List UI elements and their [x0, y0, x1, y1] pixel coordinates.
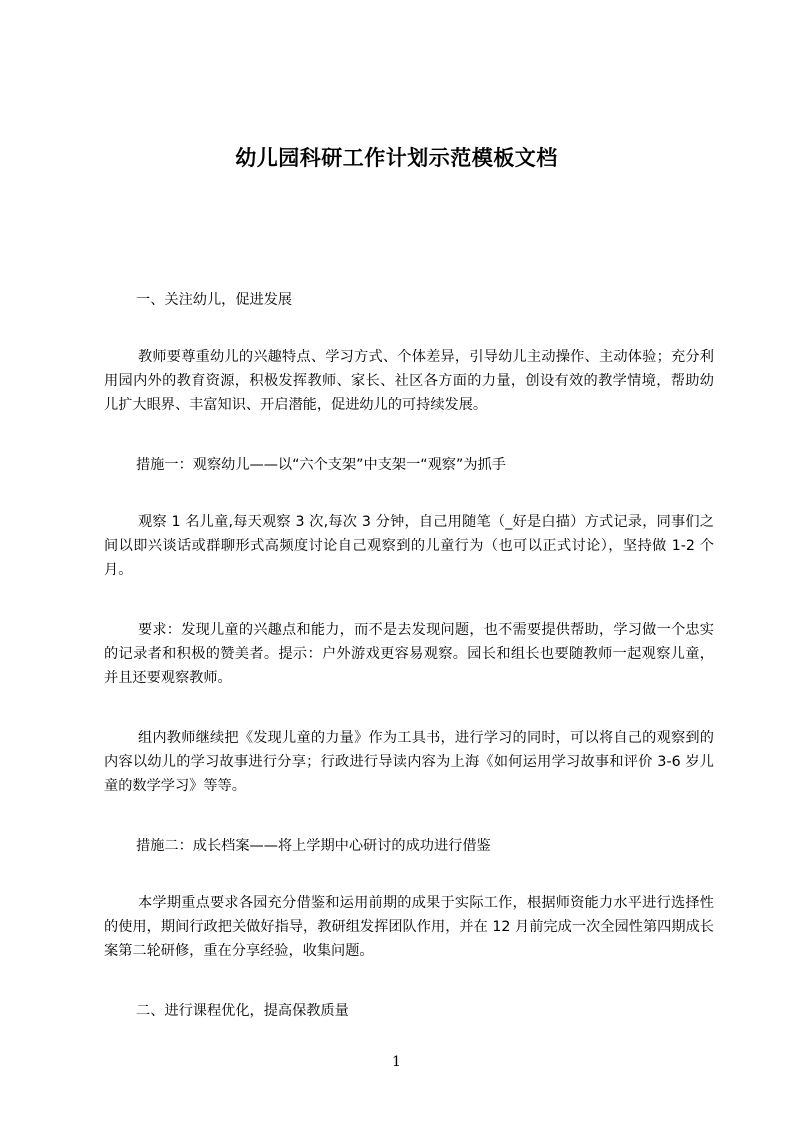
paragraph-3: 要求：发现儿童的兴趣点和能力，而不是去发现问题，也不需要提供帮助，学习做一个忠实的记录者和积极的赞美者。提示：户外游戏更容易观察。园长和组长也要随教师一起观察儿童，并且还要观察教师。	[104, 622, 714, 686]
measure-heading-1: 措施一：观察幼儿——以“六个支架”中支架一“观察”为抓手	[136, 457, 506, 473]
section-heading-1: 一、关注幼儿，促进发展	[136, 292, 293, 308]
section-heading-2: 二、进行课程优化，提高保教质量	[136, 1003, 349, 1019]
paragraph-5: 本学期重点要求各园充分借鉴和运用前期的成果于实际工作，根据师资能力水平进行选择性的使用，期间行政把关做好指导，教研组发挥团队作用，并在 12 月前完成一次全园性第四期成长案第二轮研修，重在分享经验，收集问题。	[104, 895, 714, 959]
document-body	[104, 288, 714, 1023]
paragraph-2: 观察 1 名儿童,每天观察 3 次,每次 3 分钟，自己用随笔（_好是白描）方式记录，同事们之间以即兴谈话或群聊形式高频度讨论自己观察到的儿童行为（也可以正式讨论），坚持做 1-2 个月。	[104, 514, 714, 578]
paragraph-1: 教师要尊重幼儿的兴趣特点、学习方式、个体差异，引导幼儿主动操作、主动体验；充分利用园内外的教育资源，积极发挥教师、家长、社区各方面的力量，创设有效的教学情境，帮助幼儿扩大眼界、丰富知识、开启潜能，促进幼儿的可持续发展。	[104, 349, 714, 413]
document-title: 幼儿园科研工作计划示范模板文档	[235, 146, 558, 170]
measure-heading-2: 措施二：成长档案——将上学期中心研讨的成功进行借鉴	[136, 838, 491, 854]
page-number: 1	[392, 1054, 401, 1070]
paragraph-4: 组内教师继续把《发现儿童的力量》作为工具书，进行学习的同时，可以将自己的观察到的内容以幼儿的学习故事进行分享；行政进行导读内容为上海《如何运用学习故事和评价 3-6 岁儿童的数学学习》等等。	[104, 730, 714, 794]
